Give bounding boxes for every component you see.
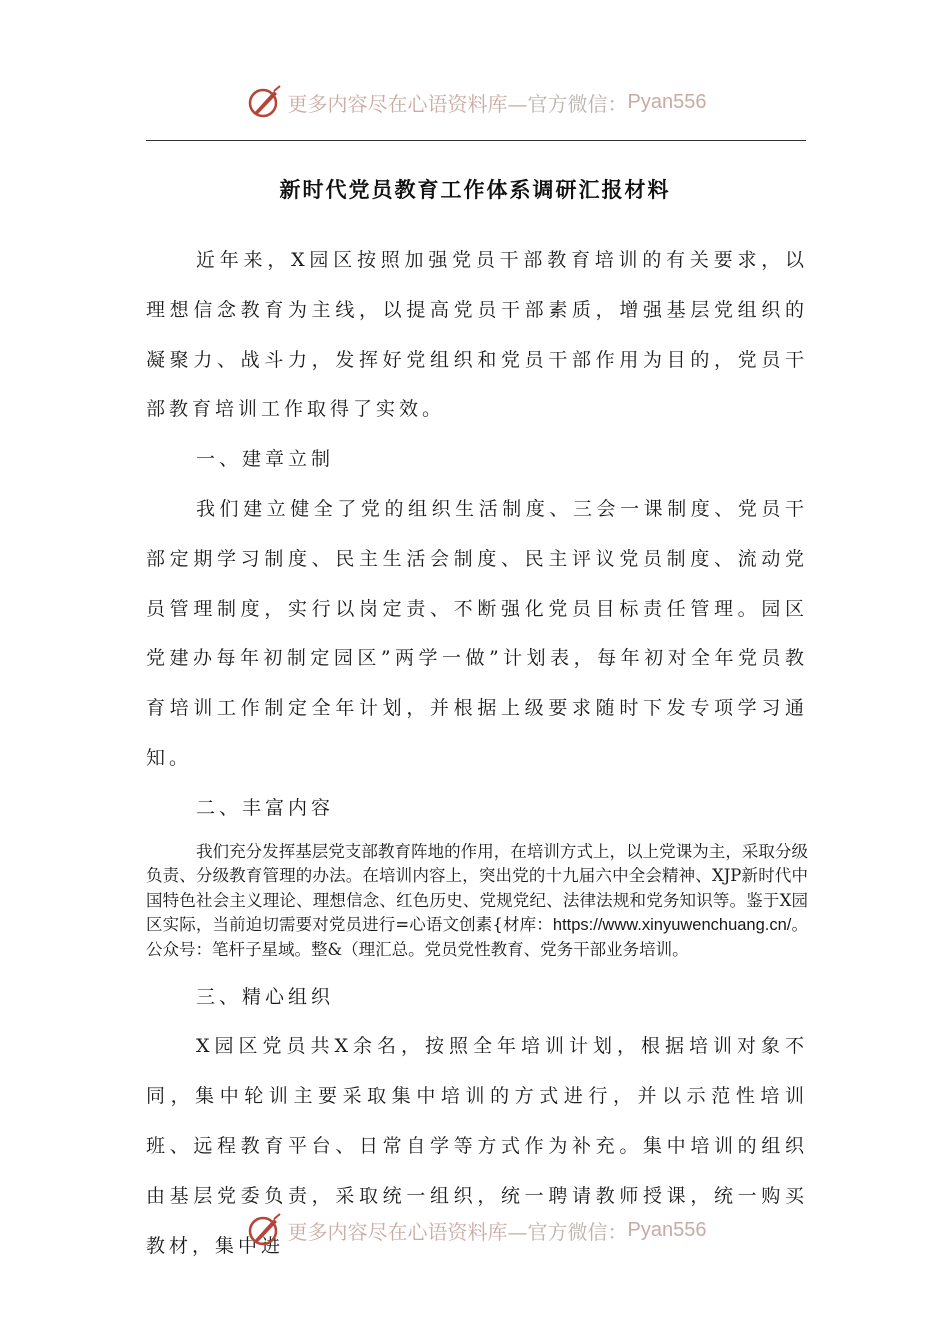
section2-url: https://www.xinyuwenchuang.cn/ — [552, 916, 792, 935]
section2-text-a: 我们充分发挥基层党支部教育阵地的作用，在培训方式上，以上党课为主，采取分级负责、分级教育管理的办法。在培训内容上，突出党的十九届六中全会精神、XJP新时代中国特色社会主义理论、理想信念、红色历史、党规党纪、法律法规和党务知识等。鉴于X园区实际，当前迫切需要对党员进行=心语文创素{材库： — [146, 841, 808, 935]
banner-wechat-label: 官方微信： — [527, 91, 628, 116]
intro-paragraph: 近年来，X园区按照加强党员干部教育培训的有关要求，以理想信念教育为主线，以提高党员干部素质，增强基层党组织的凝聚力、战斗力，发挥好党组织和党员干部作用为目的，党员干部教育培训工作取得了实效。 — [146, 249, 808, 421]
header-divider — [146, 140, 806, 141]
footer-site-text: 更多内容尽在心语资料库— — [287, 1219, 528, 1244]
section-heading-2: 二、丰富内容 — [196, 796, 335, 819]
section-paragraph-3: X园区党员共X余名，按照全年培训计划，根据培训对象不同，集中轮训主要采取集中培训的方式进行，并以示范性培训班、远程教育平台、日常自学等方式作为补充。集中培训的组织由基层党委负责，采取统一组织，统一聘请教师授课，统一购买教材，集中进 — [146, 1035, 808, 1257]
section-paragraph-1: 我们建立健全了党的组织生活制度、三会一课制度、党员干部定期学习制度、民主生活会制度、民主评议党员制度、流动党员管理制度，实行以岗定责、不断强化党员目标责任管理。园区党建办每年初制定园区”两学一做”计划表，每年初对全年党员教育培训工作制定全年计划，并根据上级要求随时下发专项学习通知。 — [146, 497, 808, 769]
banner-wechat-id: Pyan556 — [627, 90, 707, 113]
banner-site-text: 更多内容尽在心语资料库— — [287, 91, 528, 116]
section-heading-1: 一、建章立制 — [196, 448, 335, 471]
section-heading-3: 三、精心组织 — [196, 985, 335, 1008]
footer-wechat-id: Pyan556 — [627, 1218, 707, 1241]
quill-logo-icon — [244, 1210, 284, 1250]
section-paragraph-2 — [146, 840, 808, 963]
quill-logo-icon — [244, 82, 284, 122]
footer-banner — [0, 1208, 950, 1252]
footer-wechat-label: 官方微信： — [527, 1219, 628, 1244]
document-body — [146, 236, 808, 1271]
header-banner — [0, 80, 950, 124]
section2-text-b: 。公众号：笔杆子星域。整&（理汇总。党员党性教育、党务干部业务培训。 — [146, 915, 808, 959]
document-title: 新时代党员教育工作体系调研汇报材料 — [279, 178, 671, 202]
